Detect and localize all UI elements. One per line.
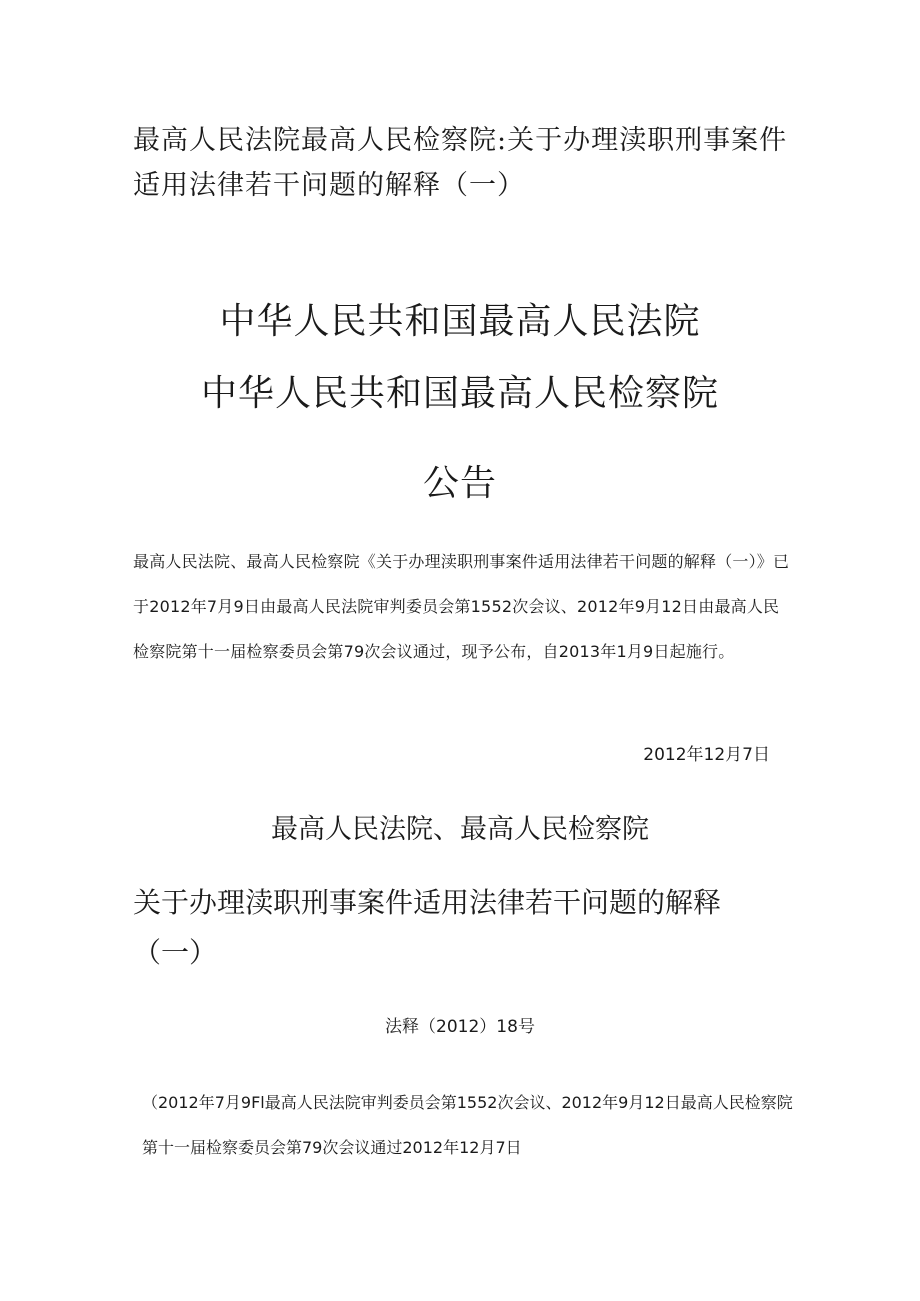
announcement-date: 2012年12月7日: [643, 745, 770, 765]
issuers-heading: 最高人民法院、最高人民检察院: [271, 814, 649, 845]
court-heading: 中华人民共和国最高人民法院: [219, 301, 701, 342]
document-number: 法释（2012）18号: [385, 1017, 535, 1037]
adoption-note: （2012年7月9Fl最高人民法院审判委员会第1552次会议、2012年9月12日最高人民检察院第十一届检察委员会第79次会议通过2012年12月7日: [142, 1093, 793, 1157]
interpretation-title: 关于办理渎职刑事案件适用法律若干问题的解释（一）: [133, 886, 722, 969]
announcement-heading: 公告: [422, 463, 497, 504]
document-title: 最高人民法院最高人民检察院:关于办理渎职刑事案件适用法律若干问题的解释（一）: [133, 125, 788, 201]
announcement-body: 最高人民法院、最高人民检察院《关于办理渎职刑事案件适用法律若干问题的解释（一）》已于2012年7月9日由最高人民法院审判委员会第1552次会议、2012年9月12日由最高人民检察院第十一届检察委员会第79次会议通过，现予公布，自2013年1月9日起施行。: [133, 552, 790, 661]
procuratorate-heading: 中华人民共和国最高人民检察院: [200, 373, 719, 414]
